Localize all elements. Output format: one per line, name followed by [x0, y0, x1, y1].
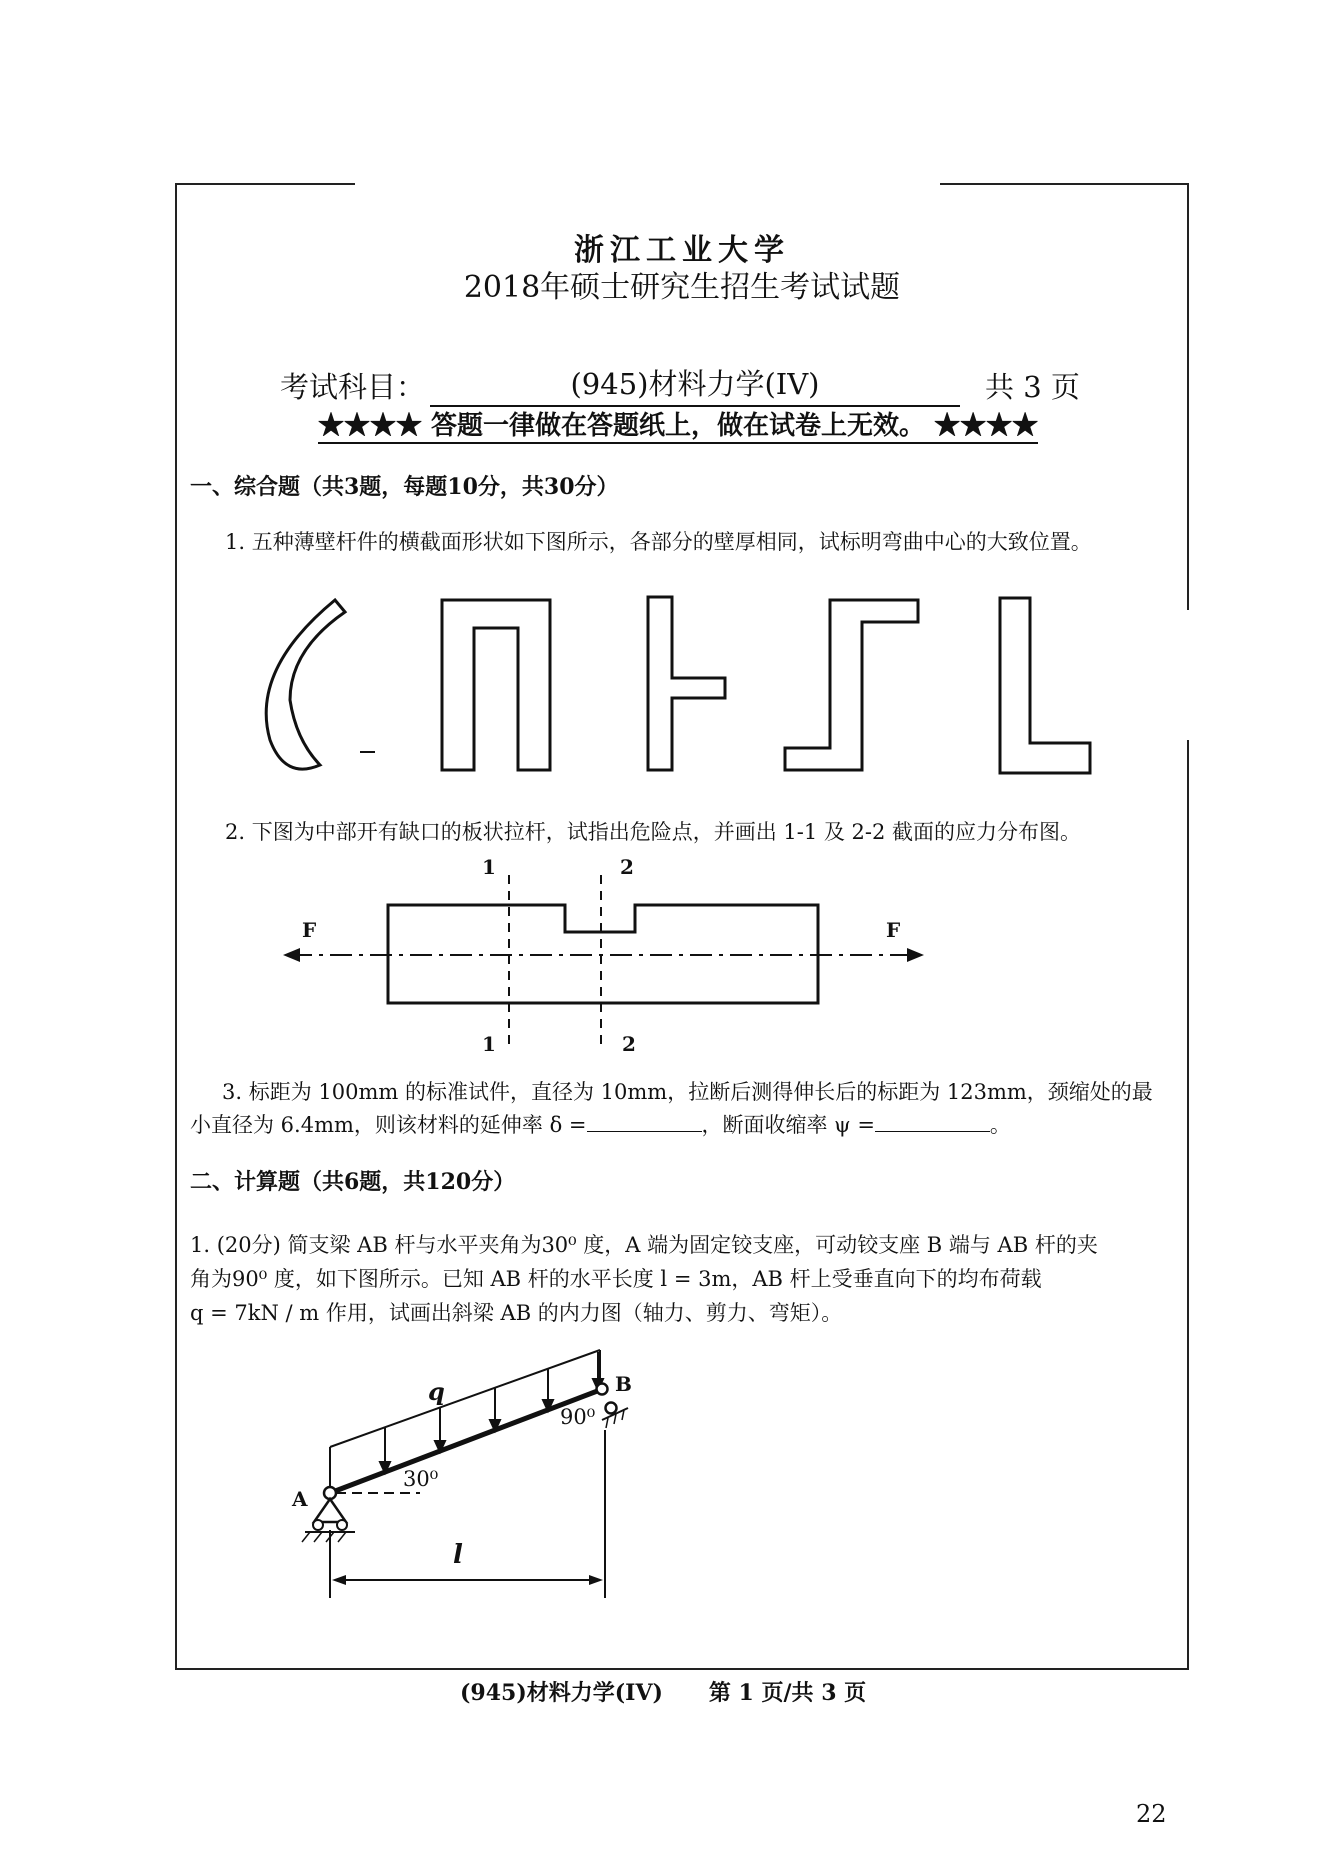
- calc-q1-line3: q = 7kN / m 作用，试画出斜梁 AB 的内力图（轴力、剪力、弯矩）。: [190, 1301, 843, 1325]
- q3-line1: 3. 标距为 100mm 的标准试件，直径为 10mm，拉断后测得伸长后的标距为 123mm，颈缩处的最: [222, 1080, 1153, 1104]
- section-1-bottom-label: 1: [482, 1032, 496, 1056]
- section1-title: 一、综合题（共3题，每题10分，共30分）: [190, 474, 619, 500]
- subject-label: 考试科目：: [280, 370, 426, 404]
- section-2-top-label: 2: [620, 855, 634, 879]
- subject-value: (945)材料力学(IV): [430, 362, 960, 407]
- q1-text: 1. 五种薄壁杆件的横截面形状如下图所示，各部分的壁厚相同，试标明弯曲中心的大致位置。: [225, 530, 1092, 554]
- point-a-label: A: [292, 1487, 308, 1511]
- page-footer: (945)材料力学(IV) 第 1 页/共 3 页: [460, 1680, 867, 1706]
- section-2-bottom-label: 2: [622, 1032, 636, 1056]
- force-right-label: F: [886, 918, 901, 942]
- q3-elongation-text: 小直径为 6.4mm，则该材料的延伸率 δ =: [190, 1113, 587, 1137]
- calc-q1-line1: 1. (20分) 简支梁 AB 杆与水平夹角为30⁰ 度，A 端为固定铰支座，可动铰支座 B 端与 AB 杆的夹: [190, 1233, 1098, 1257]
- page-number: 22: [1136, 1800, 1167, 1828]
- angle-90-label: 90⁰: [560, 1405, 596, 1429]
- answer-notice: ★★★★ 答题一律做在答题纸上，做在试卷上无效。 ★★★★: [318, 405, 1038, 444]
- exam-title: 2018年硕士研究生招生考试试题: [463, 270, 901, 305]
- angle-30-label: 30⁰: [403, 1467, 439, 1491]
- q3-reduction-text: ，断面收缩率 ψ =: [701, 1113, 875, 1137]
- calc-q1-line2: 角为90⁰ 度，如下图所示。已知 AB 杆的水平长度 l = 3m，AB 杆上受垂直向下的均布荷载: [190, 1267, 1042, 1291]
- force-left-label: F: [302, 918, 317, 942]
- length-l-label: l: [453, 1540, 463, 1570]
- q2-text: 2. 下图为中部开有缺口的板状拉杆，试指出危险点，并画出 1-1 及 2-2 截面的应力分布图。: [225, 820, 1082, 844]
- point-b-label: B: [615, 1372, 632, 1396]
- page-count: 共 3 页: [985, 370, 1080, 404]
- section2-title: 二、计算题（共6题，共120分）: [190, 1169, 516, 1195]
- section-1-top-label: 1: [482, 855, 496, 879]
- q3-line2: 小直径为 6.4mm，则该材料的延伸率 δ = ，断面收缩率 ψ = 。: [190, 1113, 1011, 1137]
- school-name: 浙江工业大学: [574, 233, 790, 268]
- load-q-label: q: [428, 1377, 445, 1406]
